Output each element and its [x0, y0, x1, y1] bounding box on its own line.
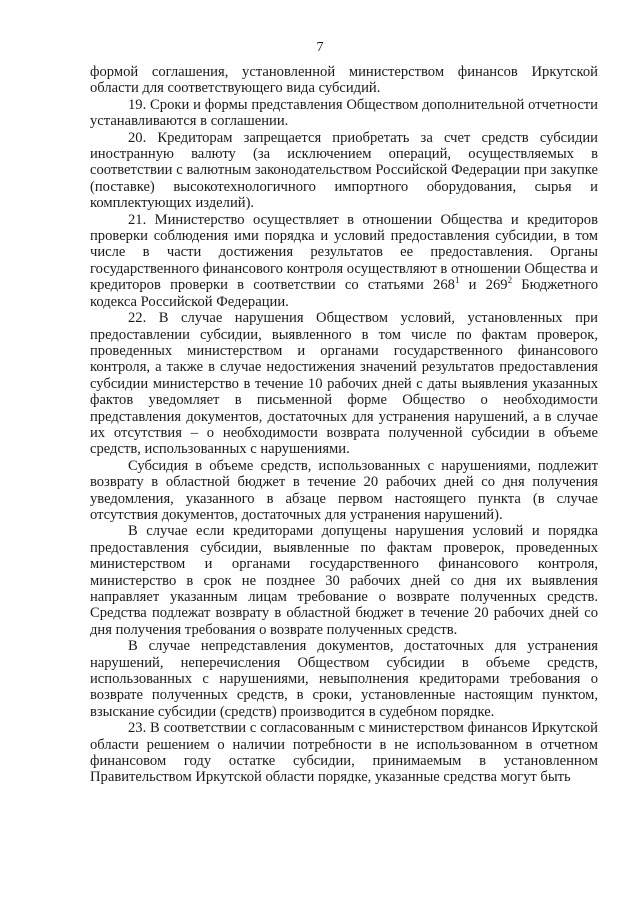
- paragraph-19: 19. Сроки и формы представления Обществом дополнительной отчетности устанавливаются в соглашении.: [90, 96, 598, 130]
- paragraph-21-text-before: 21. Министерство осуществляет в отношении Общества и кредиторов проверки соблюдения ими порядка и условий предоставления субсидии, в том числе в части достижения результатов ее предоставления. Органы государственного финансового контроля осуществляют в отношении Общества и кредиторов проверки в соответствии со статьями 268: [90, 211, 598, 294]
- paragraph-22-court-recovery: В случае непредставления документов, достаточных для устранения нарушений, неперечисления Обществом субсидии в объеме средств, использованных с нарушениями, невыполнения кредиторами требования о возврате полученных средств, в сроки, установленные настоящим пунктом, взыскание субсидии (средств) производится в судебном порядке.: [90, 638, 598, 720]
- document-body: [90, 64, 598, 786]
- paragraph-21-text-after: Бюджетного кодекса Российской Федерации.: [90, 277, 599, 310]
- paragraph-22: 22. В случае нарушения Обществом условий, установленных при предоставлении субсидии, выявленного в том числе по фактам проверок, проведенных министерством и органами государственного финансового контроля, а также в случае недостижения значений результатов предоставления субсидии министерство в течение 10 рабочих дней с даты выявления указанных фактов уведомляет в письменной форме Общество о необходимости представления документов, достаточных для устранения нарушений, а в случае их отсутствия – о необходимости возврата полученной субсидии в объеме средств, использованных с нарушениями.: [90, 310, 598, 458]
- paragraph-21-text-middle: и 269: [459, 277, 508, 294]
- superscript-1: 1: [454, 275, 460, 286]
- paragraph-22-creditors-violations: В случае если кредиторами допущены нарушения условий и порядка предоставления субсидии, выявленные по фактам проверок, проведенных министерством и органами государственного финансового контроля, министерство в срок не позднее 30 рабочих дней со дня их выявления направляет указанным лицам требование о возврате полученных средств. Средства подлежат возврату в областной бюджет в течение 20 рабочих дней со дня получения требования о возврате полученных средств.: [90, 523, 598, 638]
- paragraph-21: [90, 212, 598, 310]
- superscript-2: 2: [507, 275, 513, 286]
- paragraph-23: 23. В соответствии с согласованным с министерством финансов Иркутской области решением о наличии потребности в не использованном в отчетном финансовом году остатке субсидии, принимаемым в установленном Правительством Иркутской области порядке, указанные средства могут быть: [90, 720, 598, 786]
- paragraph-20: 20. Кредиторам запрещается приобретать за счет средств субсидии иностранную валюту (за исключением операций, осуществляемых в соответствии с валютным законодательством Российской Федерации при закупке (поставке) высокотехнологичного импортного оборудования, сырья и комплектующих изделий).: [90, 129, 598, 212]
- paragraph-22-subsidy-return: Субсидия в объеме средств, использованных с нарушениями, подлежит возврату в областной бюджет в течение 20 рабочих дней со дня получения уведомления, указанного в абзаце первом настоящего пункта (в случае отсутствия документов, достаточных для устранения нарушений).: [90, 457, 598, 523]
- paragraph-continuation: формой соглашения, установленной министерством финансов Иркутской области для соответствующего вида субсидий.: [90, 64, 598, 97]
- page-number: 7: [316, 40, 324, 55]
